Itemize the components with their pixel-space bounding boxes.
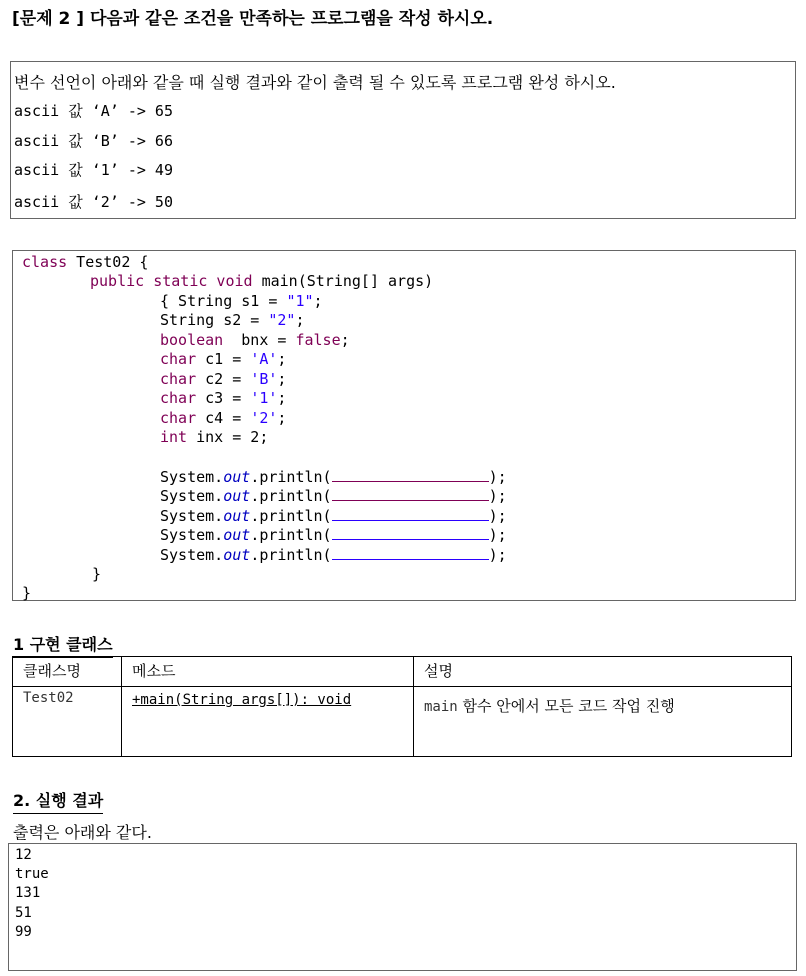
section-heading-result: 2. 실행 결과	[13, 788, 103, 814]
ascii-line: ascii 값 ‘2’ -> 50	[14, 193, 173, 211]
println-line: System.out.println( );	[160, 487, 507, 505]
section-heading-class: 1 구현 클래스	[13, 632, 113, 658]
output-line: 131	[15, 885, 41, 901]
code-block	[12, 250, 796, 601]
code-line: String s2 = "2";	[160, 311, 305, 329]
table-header: 메소드	[122, 657, 414, 687]
code-close-brace: }	[92, 565, 102, 583]
code-line: public static void main(String[] args)	[90, 272, 434, 290]
println-line: System.out.println( );	[160, 468, 507, 486]
code-line: int inx = 2;	[160, 428, 269, 446]
table-row	[13, 687, 792, 757]
class-table	[12, 656, 792, 757]
table-header-row	[13, 657, 792, 687]
problem-statement-box	[10, 61, 796, 219]
output-box	[8, 843, 797, 971]
problem-title: [문제 2 ] 다음과 같은 조건을 만족하는 프로그램을 작성 하시오.	[12, 9, 494, 29]
answer-blank[interactable]	[332, 545, 489, 560]
output-line: 51	[15, 905, 32, 921]
answer-blank[interactable]	[332, 506, 489, 521]
code-line: { String s1 = "1";	[160, 292, 323, 310]
answer-blank[interactable]	[332, 467, 489, 482]
println-line: System.out.println( );	[160, 546, 507, 564]
output-line: true	[15, 866, 49, 882]
answer-blank[interactable]	[332, 486, 489, 501]
output-line: 99	[15, 924, 32, 940]
output-label: 출력은 아래와 같다.	[13, 823, 152, 842]
table-header: 설명	[414, 657, 792, 687]
problem-intro: 변수 선언이 아래와 같을 때 실행 결과와 같이 출력 될 수 있도록 프로그램 완성 하시오.	[14, 73, 616, 92]
code-line: char c3 = '1';	[160, 389, 287, 407]
description-cell: main 함수 안에서 모든 코드 작업 진행	[414, 687, 792, 757]
ascii-line: ascii 값 ‘B’ -> 66	[14, 132, 173, 150]
ascii-line: ascii 값 ‘A’ -> 65	[14, 102, 173, 120]
println-line: System.out.println( );	[160, 526, 507, 544]
table-header: 클래스명	[13, 657, 122, 687]
code-line: boolean bnx = false;	[160, 331, 350, 349]
method-cell: +main(String args[]): void	[122, 687, 414, 757]
println-line: System.out.println( );	[160, 507, 507, 525]
code-line: char c1 = 'A';	[160, 350, 287, 368]
answer-blank[interactable]	[332, 525, 489, 540]
ascii-line: ascii 값 ‘1’ -> 49	[14, 161, 173, 179]
code-line: class Test02 {	[22, 253, 149, 271]
code-line: char c4 = '2';	[160, 409, 287, 427]
code-line: char c2 = 'B';	[160, 370, 287, 388]
code-close-brace: }	[22, 584, 32, 602]
class-name-cell: Test02	[13, 687, 122, 757]
output-line: 12	[15, 847, 32, 863]
